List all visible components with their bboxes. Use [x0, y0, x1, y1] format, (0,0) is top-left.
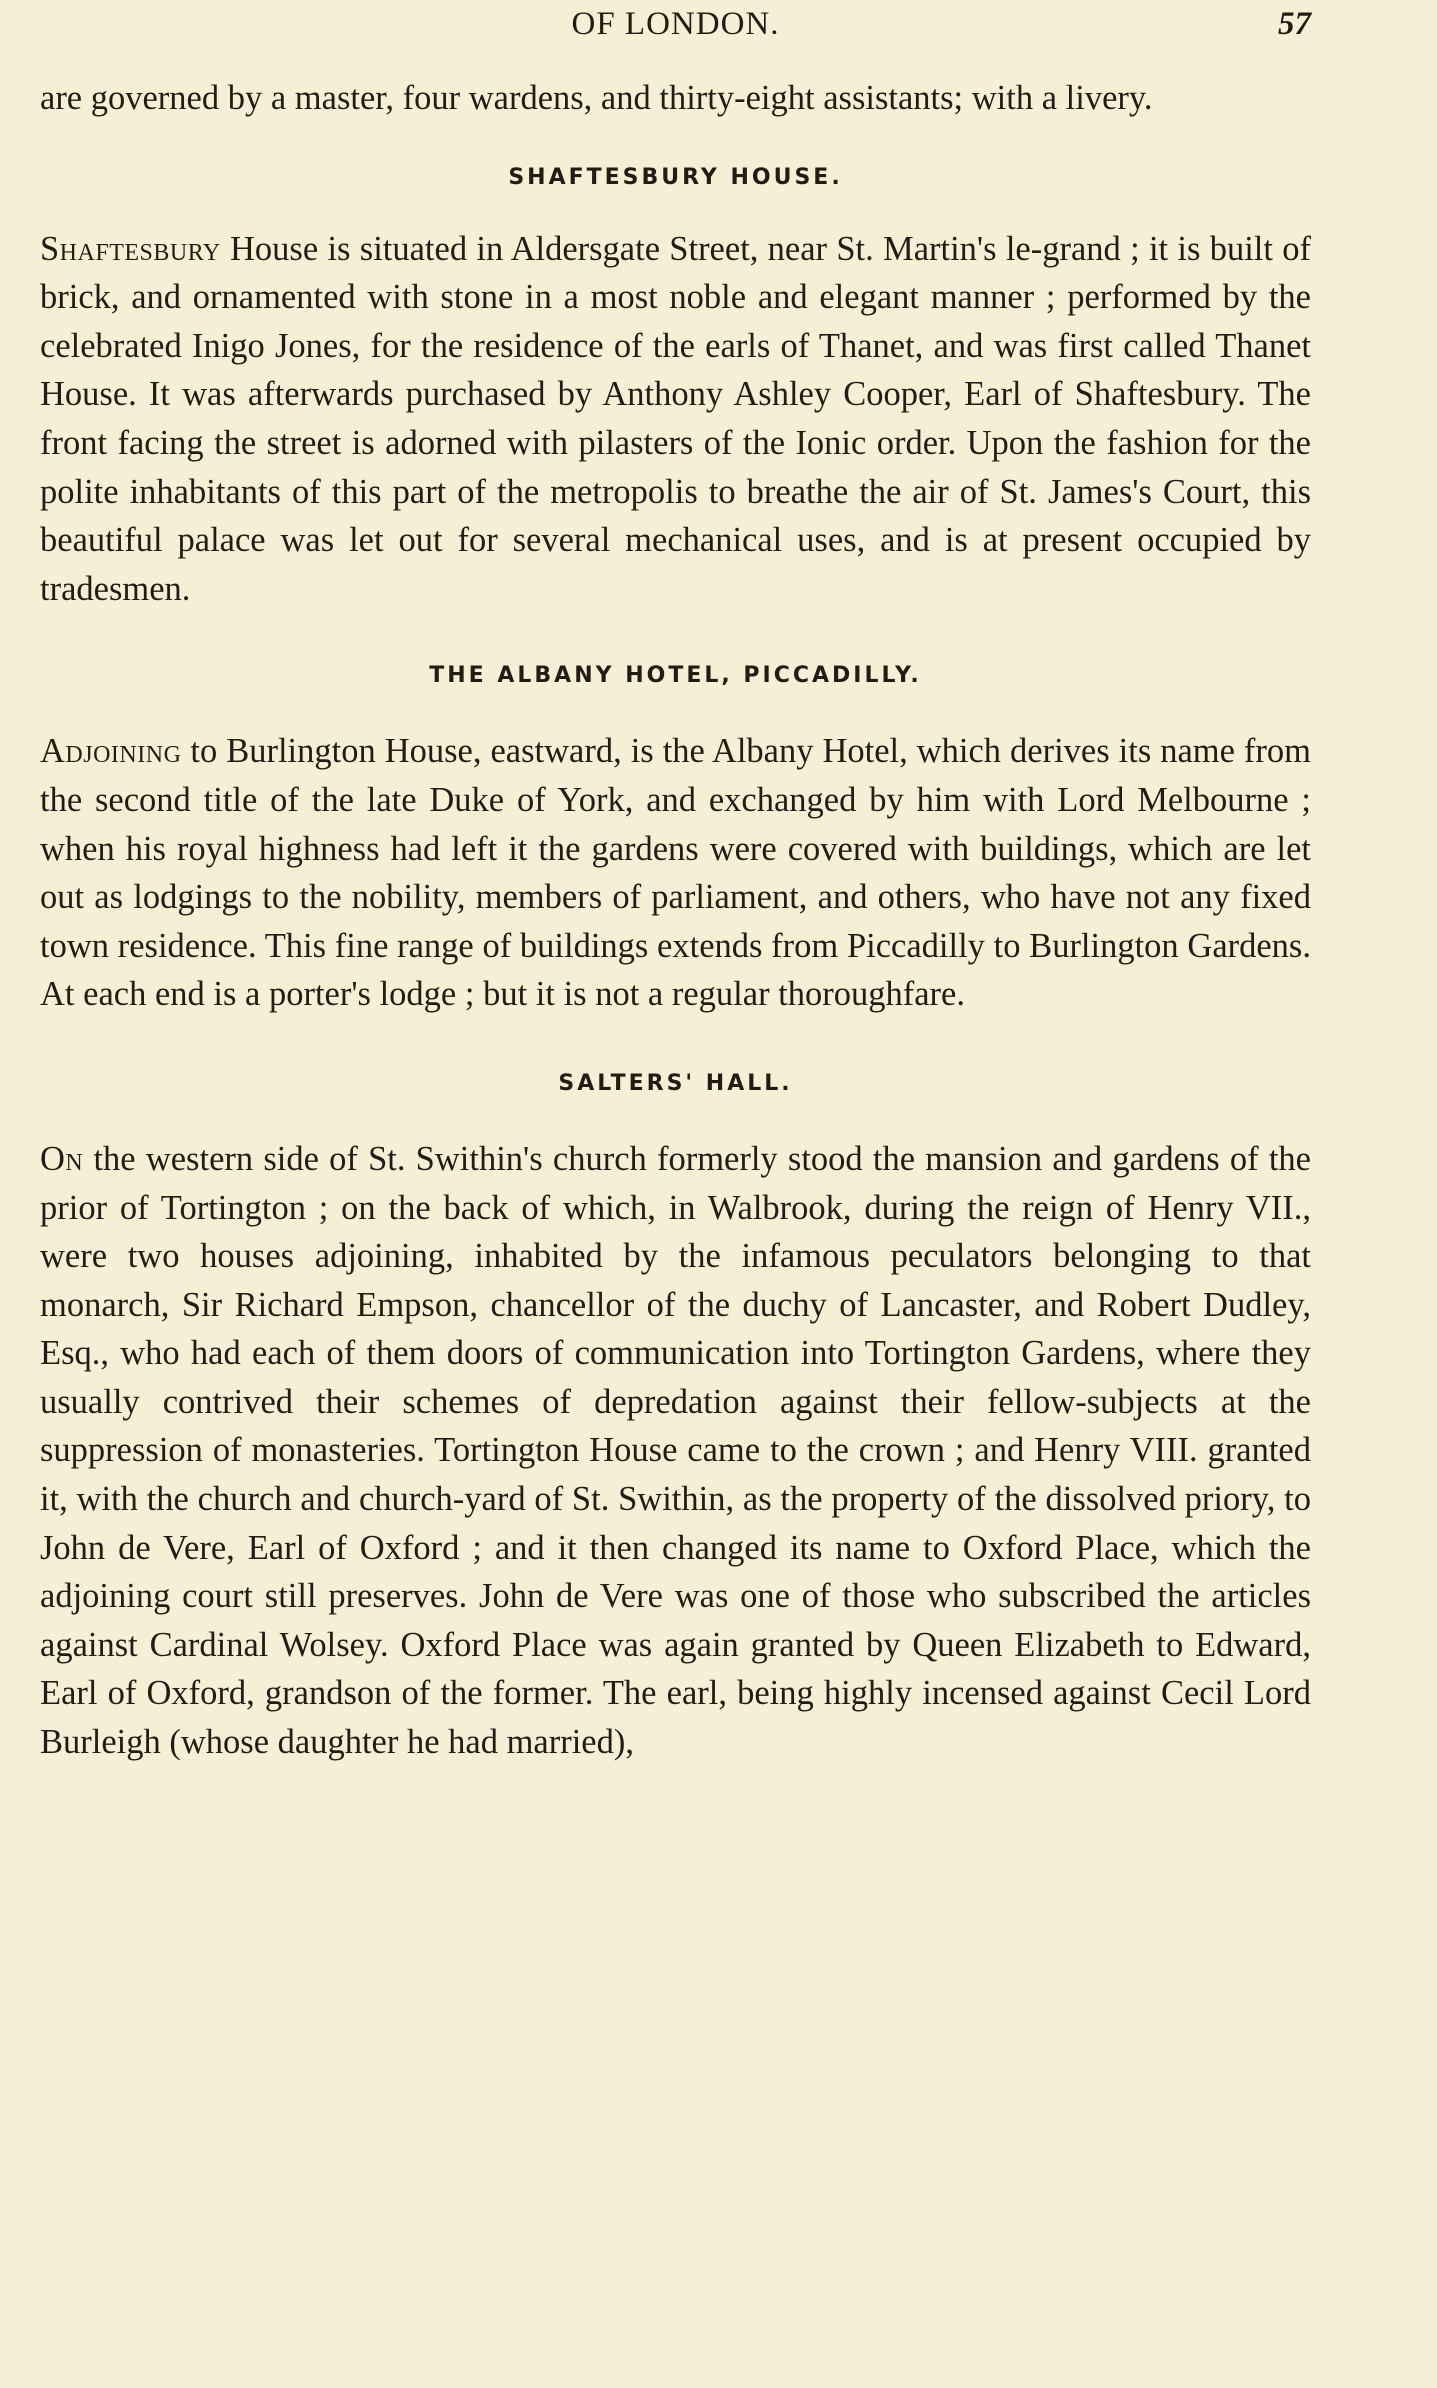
salters-text: the western side of St. Swithin's church formerly stood the mansion and gardens of the prior of Tortington ; on the back of which, in Walbrook, during the reign of Henry VII., were two houses adjoining, inhabited by the infamous peculators belonging to that monarch, Sir Richard Empson, chancellor of the duchy of Lancaster, and Robert Dudley, Esq., who had each of them doors of communication into Tortington Gardens, where they usually contrived their schemes of depredation against their fellow-subjects at the suppression of monasteries. Tortington House came to the crown ; and Henry VIII. granted it, with the church and church-yard of St. Swithin, as the property of the dissolved priory, to John de Vere, Earl of Oxford ; and it then changed its name to Oxford Place, which the adjoining court still preserves. John de Vere was one of those who subscribed the articles against Cardinal Wolsey. Oxford Place was again granted by Queen Elizabeth to Edward, Earl of Oxford, grandson of the former. The earl, being highly incensed against Cecil Lord Burleigh (whose daughter he had married),: [40, 1139, 1311, 1762]
albany-lead-word: Adjoining: [40, 732, 182, 771]
section-heading-albany: THE ALBANY HOTEL, PICCADILLY.: [429, 663, 922, 689]
page-number: 57: [1278, 6, 1311, 42]
section-heading-salters: SALTERS' HALL.: [558, 1070, 793, 1096]
shaftesbury-paragraph: [40, 225, 1311, 614]
intro-paragraph: are governed by a master, four wardens, and thirty-eight assistants; with a livery.: [40, 79, 1153, 117]
albany-text: to Burlington House, eastward, is the Albany Hotel, which derives its name from the second title of the late Duke of York, and exchanged by him with Lord Melbourne ; when his royal highness had left it the gardens were covered with buildings, which are let out as lodgings to the nobility, members of parliament, and others, who have not any fixed town residence. This fine range of buildings extends from Piccadilly to Burlington Gardens. At each end is a porter's lodge ; but it is not a regular thoroughfare.: [40, 732, 1311, 1014]
running-head: [40, 6, 1311, 50]
albany-paragraph: [40, 727, 1311, 1019]
shaftesbury-text: House is situated in Aldersgate Street, near St. Martin's le-grand ; it is built of brick, and ornamented with stone in a most noble and elegant manner ; performed by the celebrated Inigo Jones, for the residence of the earls of Thanet, and was first called Thanet House. It was afterwards purchased by Anthony Ashley Cooper, Earl of Shaftesbury. The front facing the street is adorned with pilasters of the Ionic order. Upon the fashion for the polite inhabitants of this part of the metropolis to breathe the air of St. James's Court, this beautiful palace was let out for several mechanical uses, and is at present occupied by tradesmen.: [40, 229, 1311, 608]
running-title: OF LONDON.: [571, 6, 780, 42]
salters-lead-word: On: [40, 1139, 84, 1178]
shaftesbury-lead-word: Shaftesbury: [40, 229, 221, 268]
page-body: [40, 74, 1311, 1767]
section-heading-shaftesbury: SHAFTESBURY HOUSE.: [508, 164, 843, 190]
salters-paragraph: [40, 1135, 1311, 1767]
